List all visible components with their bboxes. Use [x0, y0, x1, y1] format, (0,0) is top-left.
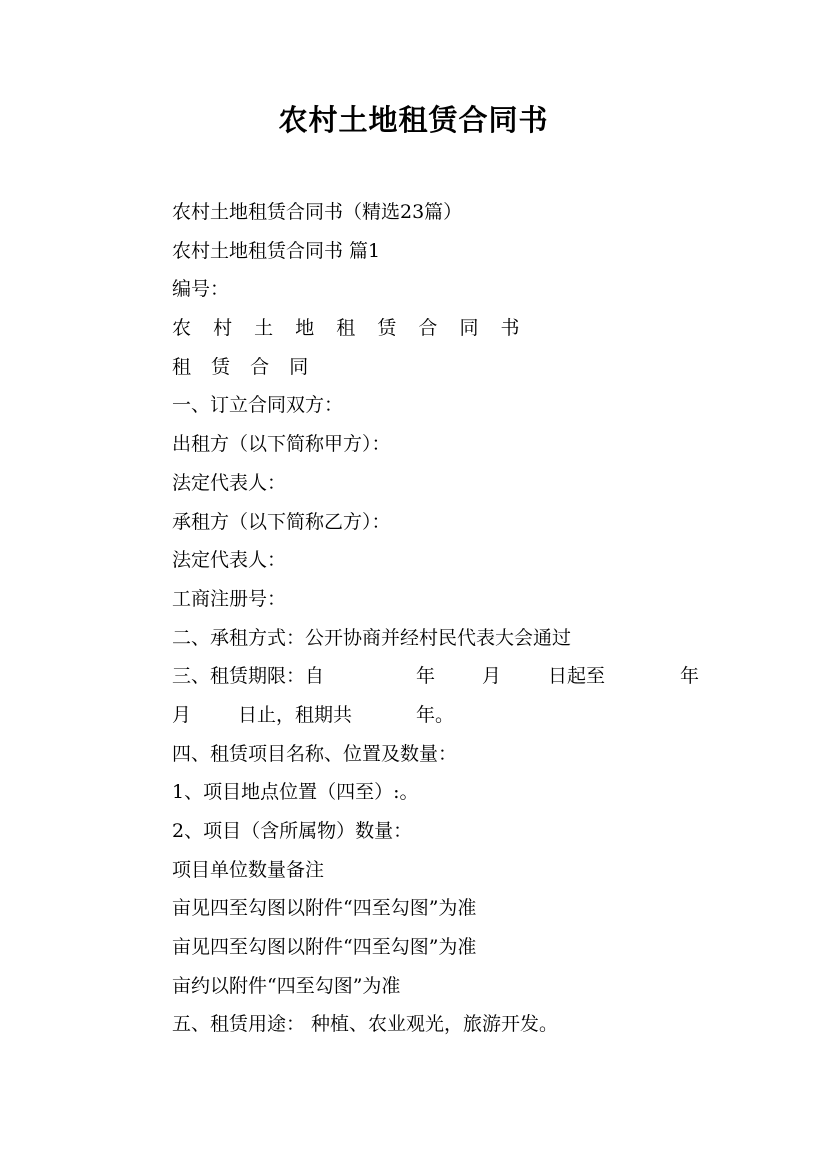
text-line: 工商注册号：: [172, 587, 287, 610]
text-line: 亩约以附件“四至勾图”为准: [172, 974, 401, 997]
text-line: 五、租赁用途： 种植、农业观光，旅游开发。: [172, 1013, 559, 1036]
spaced-char: 村: [213, 317, 233, 340]
term-end-day-label: 日止，租期共: [238, 703, 353, 726]
term-end-month-label: 月: [172, 703, 192, 726]
spaced-char: 农: [172, 317, 192, 340]
text-line: 2、项目（含所属物）数量：: [172, 820, 413, 842]
text-line: 1、项目地点位置（四至）:。: [172, 781, 419, 804]
spaced-char: 租: [172, 355, 192, 378]
spaced-char: 合: [418, 317, 438, 340]
term-month-label: 月: [482, 665, 502, 688]
text-line: 项目单位数量备注: [172, 858, 325, 881]
text-line: 农村土地租赁合同书 篇1: [172, 239, 381, 262]
term-total-years-label: 年。: [416, 703, 455, 726]
text-line: 出租方（以下简称甲方）：: [172, 433, 391, 456]
lease-term-line-1: [172, 657, 732, 696]
spaced-char: 书: [500, 317, 520, 340]
text-line: 亩见四至勾图以附件“四至勾图”为准: [172, 897, 477, 920]
text-line: 四、租赁项目名称、位置及数量：: [172, 742, 458, 765]
spaced-char: 地: [295, 317, 315, 340]
spaced-char: 同: [459, 317, 479, 340]
text-line: 编号：: [172, 278, 230, 301]
text-line: 农村土地租赁合同书（精选23篇）: [172, 201, 463, 223]
document-body: [172, 193, 732, 1044]
spaced-char: 租: [336, 317, 356, 340]
term-end-year-label: 年: [680, 665, 700, 688]
term-label: 三、租赁期限：自: [172, 665, 325, 688]
document-title: 农村土地租赁合同书: [278, 103, 549, 137]
term-day-start-label: 日起至: [548, 665, 606, 688]
spaced-heading-contract: [172, 309, 732, 348]
lease-term-line-2: [172, 696, 732, 735]
spaced-char: 合: [250, 355, 270, 378]
spaced-char: 赁: [211, 355, 231, 378]
spaced-char: 赁: [377, 317, 397, 340]
text-line: 二、承租方式：公开协商并经村民代表大会通过: [172, 626, 572, 649]
text-line: 亩见四至勾图以附件“四至勾图”为准: [172, 936, 477, 959]
spaced-char: 同: [289, 355, 309, 378]
text-line: 法定代表人：: [172, 471, 287, 494]
spaced-heading-lease: [172, 348, 732, 387]
text-line: 承租方（以下简称乙方）：: [172, 510, 391, 533]
text-line: 一、订立合同双方：: [172, 394, 344, 417]
spaced-char: 土: [254, 317, 274, 340]
term-year-label: 年: [416, 665, 436, 688]
text-line: 法定代表人：: [172, 549, 287, 572]
